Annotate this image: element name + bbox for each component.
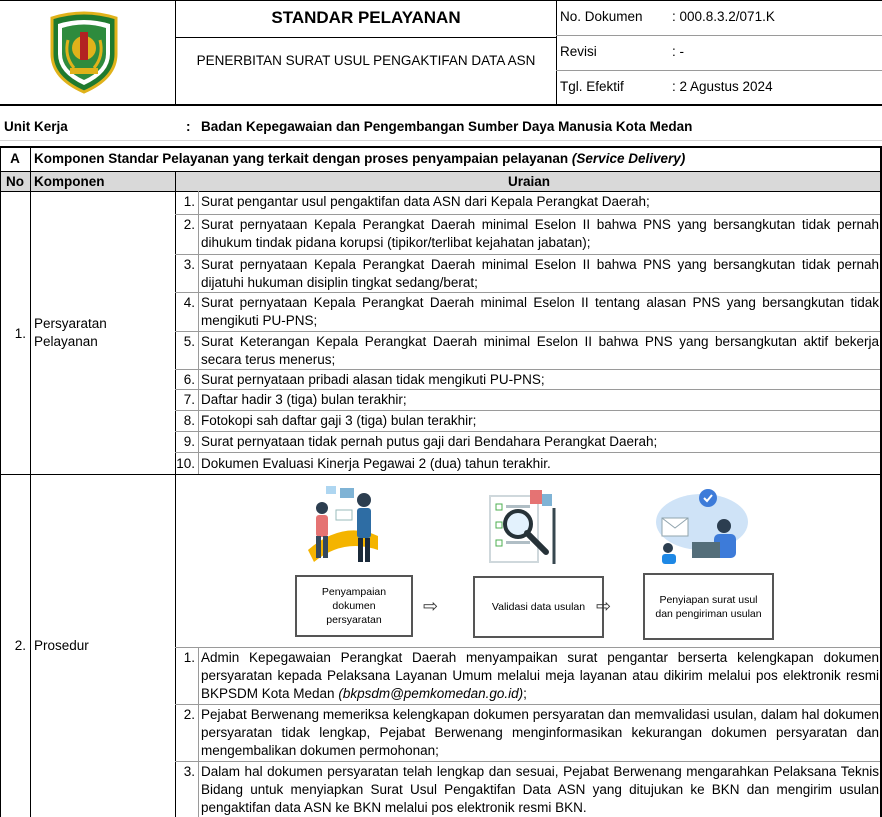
step-item-3: Dalam hal dokumen persyaratan telah lengkap dan sesuai, Pejabat Berwenang mengarahkan Pelaksana Teknis Bidang untuk menyiapkan Surat Usul Pengaktifan Data ASN yang ditujukan ke BKN dan mengirim usulan pengaktifan data ASN ke BKN melalui pos elektronik resmi BKN. (201, 764, 879, 815)
flow-arrow-1: ⇨ (423, 596, 439, 616)
req-num-8: 8. (183, 413, 195, 428)
meta-label-no-dokumen: No. Dokumen (560, 9, 643, 24)
req-item-10: Dokumen Evaluasi Kinerja Pegawai 2 (dua) tahun terakhir. (201, 456, 551, 471)
meta-value-revisi: : - (672, 44, 684, 59)
req-num-1: 1. (183, 194, 195, 209)
step-item-1-email: (bkpsdm@pemkomedan.go.id) (338, 686, 524, 701)
req-num-3: 3. (183, 257, 195, 272)
meta-value-tgl-efektif: : 2 Agustus 2024 (672, 79, 773, 94)
req-item-7: Daftar hadir 3 (tiga) bulan terakhir; (201, 392, 407, 407)
flow-step-3: Penyiapan surat usul dan pengiriman usulan (643, 573, 774, 640)
meta-label-tgl-efektif: Tgl. Efektif (560, 79, 624, 94)
step-item-1 (201, 649, 879, 703)
req-item-8: Fotokopi sah daftar gaji 3 (tiga) bulan terakhir; (201, 413, 477, 428)
header-uraian: Uraian (507, 174, 551, 189)
req-item-5: Surat Keterangan Kepala Perangkat Daerah minimal Eselon II bahwa PNS yang bersangkutan aktif bekerja secara terus menerus; (201, 334, 879, 367)
header-no: No (6, 174, 24, 189)
magnifier-checklist-icon (482, 488, 564, 570)
section-title-main: Komponen Standar Pelayanan yang terkait dengan proses penyampaian pelayanan (34, 151, 572, 166)
step-num-1: 1. (183, 650, 195, 665)
req-item-6: Surat pernyataan pribadi alasan tidak mengikuti PU-PNS; (201, 372, 545, 387)
req-item-4: Surat pernyataan Kepala Perangkat Daerah minimal Eselon II tentang alasan PNS yang bersangkutan tidak mengikuti PU-PNS; (201, 295, 879, 328)
flow-arrow-2: ⇨ (596, 596, 612, 616)
unit-label: Unit Kerja (4, 119, 68, 134)
section-title (34, 150, 685, 168)
document-subtitle: PENERBITAN SURAT USUL PENGAKTIFAN DATA ASN (196, 53, 536, 68)
step-num-2: 2. (183, 707, 195, 722)
req-num-2: 2. (183, 217, 195, 232)
req-item-2: Surat pernyataan Kepala Perangkat Daerah minimal Eselon II bahwa PNS yang bersangkutan tidak pernah dihukum tindak pidana korupsi (tipikor/terlibat kejahatan jabatan); (201, 217, 879, 250)
section-letter: A (10, 151, 20, 166)
row-1-komponen-line2: Pelayanan (34, 334, 98, 349)
person-laptop-email-icon (648, 486, 752, 566)
req-num-9: 9. (183, 434, 195, 449)
header-komponen: Komponen (34, 174, 105, 189)
unit-colon: : (186, 119, 191, 134)
people-handover-documents-icon (298, 480, 388, 568)
step-item-2: Pejabat Berwenang memeriksa kelengkapan dokumen persyaratan dan memvalidasi usulan, dalam hal dokumen persyaratan tidak lengkap, Pejabat Berwenang menginformasikan kekurangan dokumen persyaratan dan mengembalikan dokumen permohonan; (201, 707, 879, 758)
req-item-9: Surat pernyataan tidak pernah putus gaji dari Bendahara Perangkat Daerah; (201, 434, 658, 449)
step-item-1-tail: ; (523, 686, 527, 701)
row-1-no: 1. (14, 326, 26, 341)
logo (44, 10, 124, 94)
row-2-komponen: Prosedur (34, 638, 89, 653)
req-num-6: 6. (183, 372, 195, 387)
step-item-1-text: Admin Kepegawaian Perangkat Daerah menyampaikan surat pengantar berserta kelengkapan dokumen persyaratan kepada Pelaksana Layanan Umum melalui meja layanan atau dikirim melalui pos elektronik resmi BKPSDM Kota Medan (201, 650, 879, 701)
meta-value-no-dokumen: : 000.8.3.2/071.K (672, 9, 775, 24)
flow-step-2: Validasi data usulan (473, 576, 604, 638)
unit-value: Badan Kepegawaian dan Pengembangan Sumber Daya Manusia Kota Medan (201, 119, 693, 134)
req-num-7: 7. (183, 392, 195, 407)
row-2-no: 2. (14, 638, 26, 653)
meta-label-revisi: Revisi (560, 44, 597, 59)
flow-step-1: Penyampaian dokumen persyaratan (295, 575, 413, 637)
req-num-10: 10. (176, 456, 195, 471)
req-item-1: Surat pengantar usul pengaktifan data ASN dari Kepala Perangkat Daerah; (201, 194, 650, 209)
req-num-5: 5. (183, 334, 195, 349)
row-1-komponen-line1: Persyaratan (34, 316, 107, 331)
req-num-4: 4. (183, 295, 195, 310)
req-item-3: Surat pernyataan Kepala Perangkat Daerah minimal Eselon II bahwa PNS yang bersangkutan tidak pernah dijatuhi hukuman disiplin tingkat sedang/berat; (201, 257, 879, 290)
section-title-italic: (Service Delivery) (571, 151, 686, 166)
step-num-3: 3. (183, 764, 195, 779)
document-title: STANDAR PELAYANAN (271, 8, 461, 27)
